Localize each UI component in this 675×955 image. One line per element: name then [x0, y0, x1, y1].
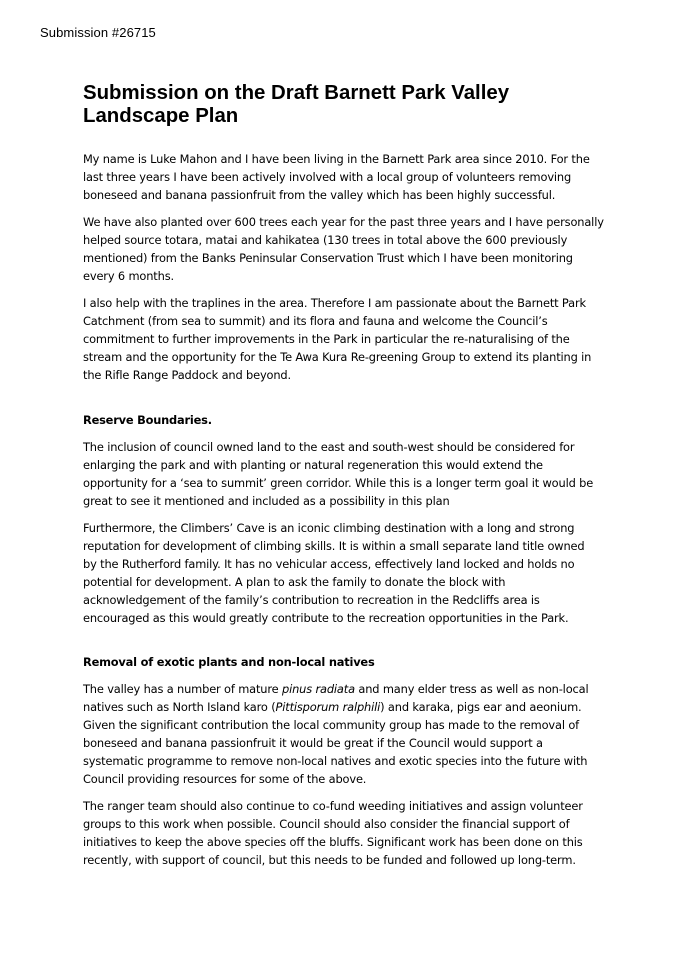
document-title	[83, 82, 598, 128]
text-line: Council providing resources for some of the above.	[83, 772, 367, 786]
intro-paragraph-2	[83, 213, 604, 285]
text-line: groups to this work when possible. Council should also consider the financial support of	[83, 817, 570, 831]
removal-paragraph-1	[83, 680, 598, 788]
submission-id: Submission #26715	[40, 25, 156, 40]
text-line: every 6 months.	[83, 269, 174, 283]
text-line: Given the significant contribution the local community group has made to the removal of	[83, 718, 580, 732]
text-line: potential for development. A plan to ask the family to donate the block with	[83, 575, 506, 589]
title-line: Landscape Plan	[83, 105, 239, 127]
text-line: commitment to further improvements in the Park in particular the re-naturalising of the	[83, 332, 570, 346]
text-line: Furthermore, the Climbers’ Cave is an iconic climbing destination with a long and strong	[83, 521, 575, 535]
text-line: systematic programme to remove non-local natives and exotic species into the future with	[83, 754, 588, 768]
text-line: last three years I have been actively involved with a local group of volunteers removing	[83, 170, 572, 184]
text-line	[83, 698, 598, 716]
text-run: natives such as North Island karo (	[83, 700, 276, 714]
text-line: The ranger team should also continue to co-fund weeding initiatives and assign volunteer	[83, 799, 583, 813]
text-line: enlarging the park and with planting or natural regeneration this would extend the	[83, 458, 543, 472]
document-body	[83, 82, 604, 878]
text-run: The valley has a number of mature	[83, 682, 282, 696]
text-line: boneseed and banana passionfruit from the valley which has been highly successful.	[83, 188, 556, 202]
text-line: The inclusion of council owned land to the east and south-west should be considered for	[83, 440, 575, 454]
text-line: recently, with support of council, but this needs to be funded and followed up long-term.	[83, 853, 576, 867]
reserve-paragraph-2	[83, 519, 598, 627]
text-line: boneseed and banana passionfruit it would be great if the Council would support a	[83, 736, 543, 750]
species-name-italic: pinus radiata	[281, 682, 355, 696]
section-heading-reserve-boundaries: Reserve Boundaries.	[83, 413, 212, 427]
intro-paragraph-1	[83, 150, 598, 204]
text-line: mentioned) from the Banks Peninsular Conservation Trust which I have been monitoring	[83, 251, 573, 265]
text-line: great to see it mentioned and included as a possibility in this plan	[83, 494, 450, 508]
text-line: My name is Luke Mahon and I have been living in the Barnett Park area since 2010. For the	[83, 152, 590, 166]
text-run: and many elder tress as well as non-local	[354, 682, 589, 696]
intro-paragraph-3	[83, 294, 598, 384]
text-line: encouraged as this would greatly contribute to the recreation opportunities in the Park.	[83, 611, 569, 625]
text-line	[83, 680, 598, 698]
text-line: I also help with the traplines in the area. Therefore I am passionate about the Barnett Park	[83, 296, 586, 310]
text-line: opportunity for a ‘sea to summit’ green corridor. While this is a longer term goal it would be	[83, 476, 594, 490]
text-line: the Rifle Range Paddock and beyond.	[83, 368, 291, 382]
text-run: ) and karaka, pigs ear and aeonium.	[380, 700, 582, 714]
text-line: reputation for development of climbing skills. It is within a small separate land title owned	[83, 539, 585, 553]
text-line: Catchment (from sea to summit) and its flora and fauna and welcome the Council’s	[83, 314, 548, 328]
text-line: by the Rutherford family. It has no vehicular access, effectively land locked and holds no	[83, 557, 575, 571]
text-line: stream and the opportunity for the Te Awa Kura Re-greening Group to extend its planting in	[83, 350, 592, 364]
text-line: We have also planted over 600 trees each year for the past three years and I have personally	[83, 215, 604, 229]
reserve-paragraph-1	[83, 438, 598, 510]
removal-paragraph-2	[83, 797, 598, 869]
section-heading-removal-of-exotic-plants: Removal of exotic plants and non-local natives	[83, 655, 375, 669]
species-name-italic: Pittisporum ralphili	[275, 700, 381, 714]
text-line: acknowledgement of the family’s contribution to recreation in the Redcliffs area is	[83, 593, 540, 607]
title-line: Submission on the Draft Barnett Park Valley	[83, 82, 510, 104]
text-line: initiatives to keep the above species off the bluffs. Significant work has been done on this	[83, 835, 583, 849]
text-line: helped source totara, matai and kahikatea (130 trees in total above the 600 previously	[83, 233, 568, 247]
